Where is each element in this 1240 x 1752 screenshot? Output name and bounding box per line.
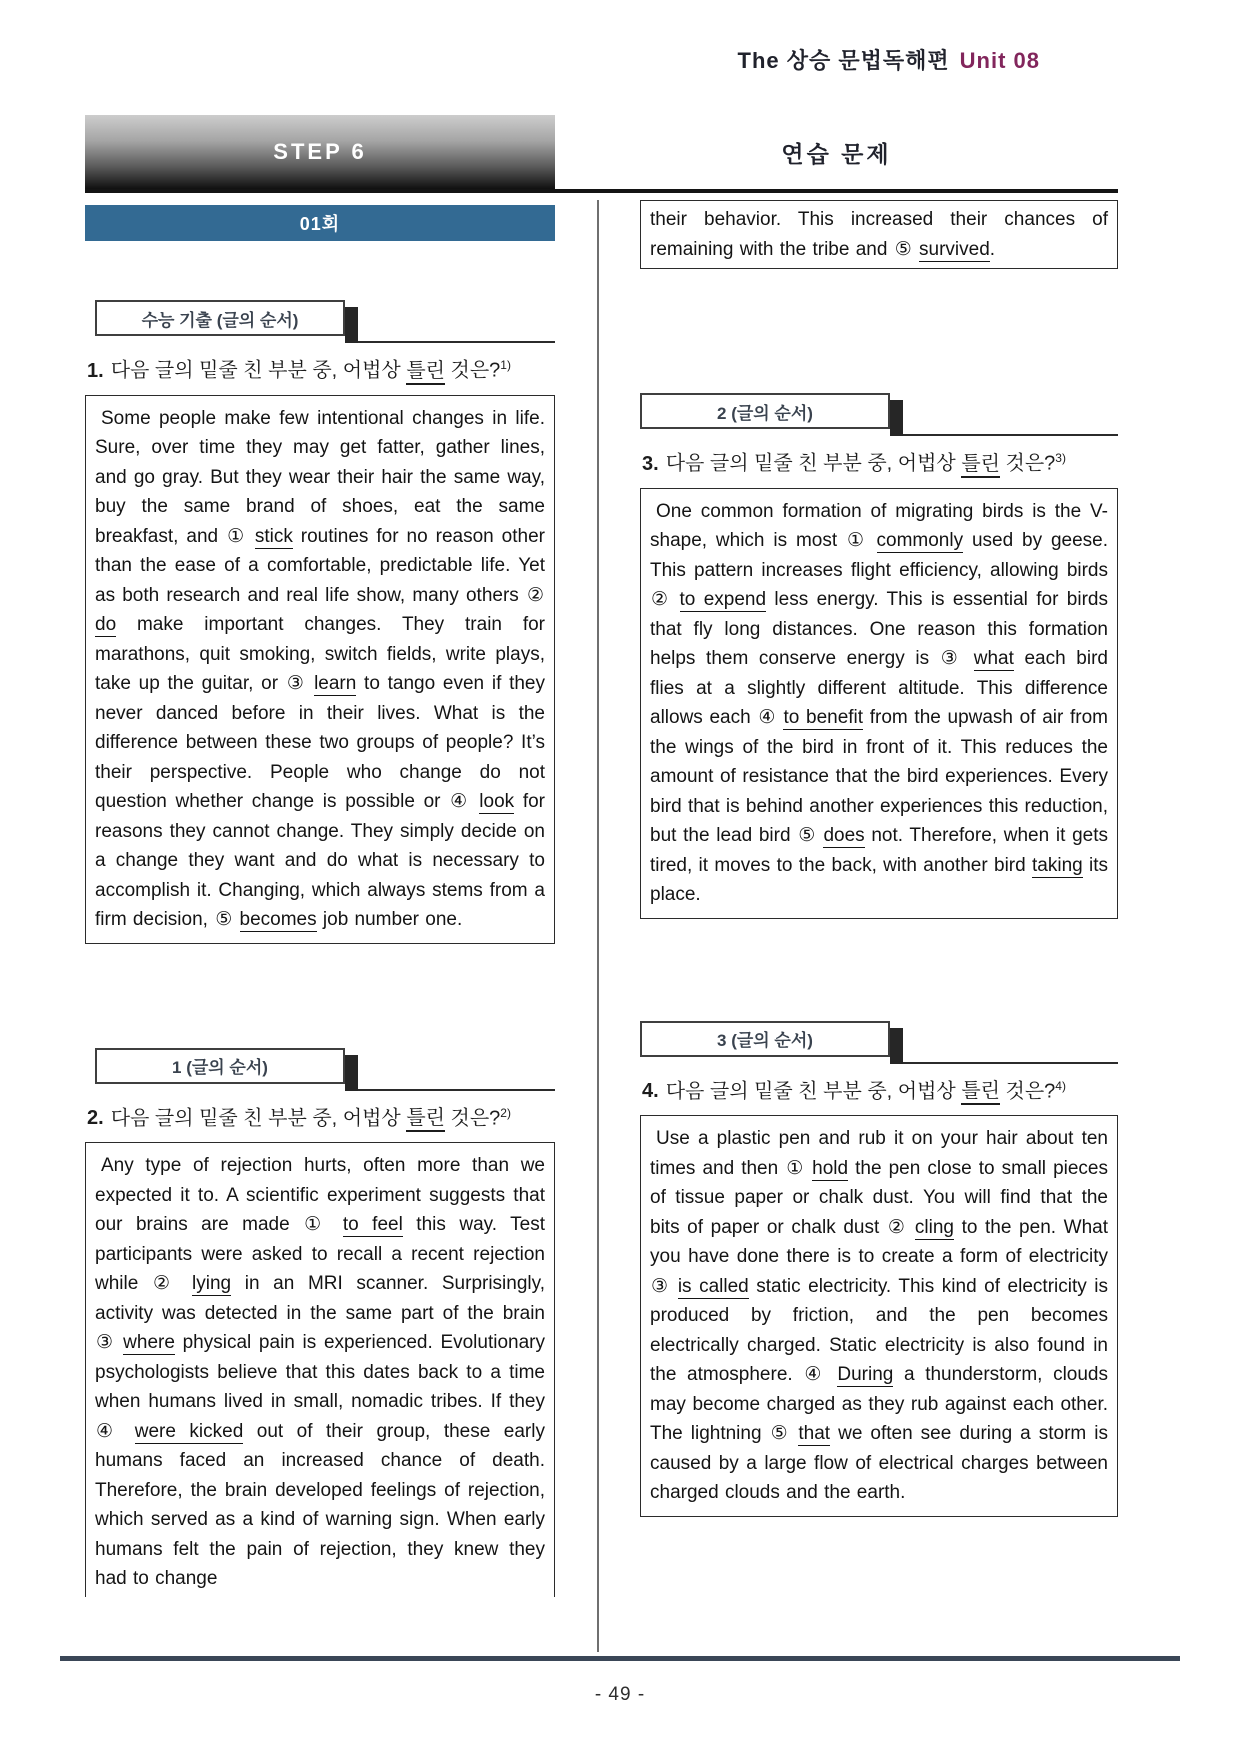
- passage-text: static electricity. This kind of electricity is produced by friction, and the pen becomes electrically charged. Static electricity is also found in the atmosphere.: [650, 1275, 1108, 1386]
- passage-text: their behavior. This increased their chances of remaining with the tribe and: [650, 209, 1108, 260]
- tag-tab-shape: [890, 400, 903, 436]
- tag-rule: [358, 1089, 555, 1091]
- question-tag-row: [640, 1021, 1118, 1065]
- choice-number: ①: [847, 530, 867, 552]
- underlined-part: becomes: [239, 909, 317, 931]
- footnote-marker: 4): [1055, 1078, 1066, 1093]
- round-header: 01회: [85, 205, 555, 241]
- question-heading: [87, 1098, 555, 1134]
- passage-text: Use a plastic pen and rub it on your hair about ten times and then: [650, 1128, 1108, 1179]
- choice-number: ⑤: [215, 909, 233, 931]
- choice-number: ⑤: [798, 825, 816, 847]
- passage-text: [963, 648, 974, 669]
- tag-rule: [903, 1062, 1118, 1064]
- passage-text: to tango even if they never danced before in their lives. What is the difference between these two groups of people? It’s their perspective. People who change do not question whether change is possible or: [95, 673, 546, 813]
- underlined-part: to feel: [342, 1214, 403, 1236]
- choice-number: ⑤: [770, 1423, 790, 1445]
- choice-number: ①: [227, 525, 246, 547]
- passage-text: each bird flies at a slightly different altitude. This difference allows each: [650, 648, 1108, 729]
- passage-text: Any type of rejection hurts, often more than we expected it to. A scientific experiment suggests that our brains are made: [95, 1155, 545, 1236]
- passage-text: [671, 589, 679, 610]
- passage-text: [670, 1276, 678, 1297]
- question-tag-row: [85, 300, 555, 344]
- passage-text: this way. Test participants were asked to recall a recent rejection while: [95, 1214, 545, 1295]
- tag-rule: [903, 434, 1118, 436]
- footer-rule: [60, 1656, 1180, 1661]
- question-tag: 1 (글의 순서): [95, 1048, 345, 1084]
- passage-text: routines for no reason other than the ease of a comfortable, predictable life. Yet as both research and real life show, many others: [95, 525, 545, 606]
- tag-tab-shape: [345, 1055, 358, 1091]
- question-tag-row: [85, 1048, 555, 1092]
- underlined-part: is called: [677, 1275, 749, 1297]
- passage-text: its place.: [650, 854, 1109, 906]
- passage-text: [827, 1364, 838, 1385]
- left-column: [85, 205, 555, 1597]
- book-title: The 상승 문법독해편: [737, 48, 950, 73]
- page-header: [738, 44, 1040, 75]
- question-tag: 수능 기출 (글의 순서): [95, 300, 345, 336]
- passage-text: [471, 791, 480, 812]
- choice-number: ②: [152, 1273, 178, 1295]
- question-underlined-word: 틀린: [961, 453, 1000, 478]
- choice-number: ③: [96, 1332, 115, 1354]
- right-column: [640, 200, 1118, 1517]
- underlined-part: where: [123, 1332, 175, 1354]
- underlined-part: to benefit: [783, 707, 864, 729]
- passage-text: less energy. This is essential for birds that fly long distances. One reason this formation helps them conserve energy is: [650, 589, 1108, 670]
- passage-text: [907, 1217, 915, 1238]
- choice-number: ②: [526, 584, 544, 606]
- question-text: 다음 글의 밑줄 친 부분 중, 어법상: [665, 452, 962, 475]
- question-underlined-word: 틀린: [406, 1107, 445, 1132]
- question-number: 4.: [642, 1080, 659, 1103]
- question-tag: 2 (글의 순서): [640, 393, 890, 429]
- question-number: 1.: [87, 359, 104, 382]
- question-text-tail: 것은?: [444, 359, 501, 382]
- passage-text: [233, 909, 239, 930]
- underlined-part: cling: [914, 1216, 954, 1238]
- question-heading: [87, 350, 555, 386]
- underlined-part: commonly: [876, 530, 964, 552]
- choice-number: ④: [758, 707, 776, 729]
- passage-box: [85, 1142, 555, 1597]
- question-text: 다음 글의 밑줄 친 부분 중, 어법상: [665, 1080, 962, 1103]
- passage-box: [640, 488, 1118, 919]
- passage-text: a thunderstorm, clouds may become charged as they rub against each other. The lightning: [650, 1364, 1108, 1445]
- question-underlined-word: 틀린: [961, 1080, 1000, 1105]
- choice-number: ③: [651, 1275, 670, 1297]
- question-number: 3.: [642, 452, 659, 475]
- underlined-part: do: [95, 614, 117, 636]
- unit-label: Unit 08: [959, 48, 1040, 73]
- question-underlined-word: 틀린: [406, 360, 445, 385]
- underlined-part: learn: [314, 673, 357, 695]
- step-badge: STEP 6: [85, 115, 555, 189]
- underlined-part: what: [973, 648, 1014, 670]
- choice-number: ③: [286, 673, 306, 695]
- passage-text: used by geese. This pattern increases flight efficiency, allowing birds: [650, 530, 1108, 581]
- question-heading: [642, 443, 1118, 479]
- underlined-part: hold: [812, 1157, 849, 1179]
- underlined-part: During: [837, 1364, 894, 1386]
- passage-text: [868, 530, 877, 551]
- passage-text: .: [989, 238, 996, 260]
- passage-text: make important changes. They train for marathons, quit smoking, switch fields, write plays, take up the guitar, or: [95, 614, 545, 695]
- passage-text: from the upwash of air from the wings of the bird in front of it. This reduces the amount of resistance that the bird experiences. Every bird that is behind another experiences this reduction, but the lead bird: [650, 707, 1108, 847]
- passage-text: out of their group, these early humans faced an increased chance of death. Therefore, the brain developed feelings of rejection, which served as a kind of warning sign. When early humans felt the pain of rejection, they knew they had to change: [95, 1420, 545, 1590]
- passage-text: in an MRI scanner. Surprisingly, activity was detected in the same part of the brain: [95, 1273, 546, 1324]
- passage-text: One common formation of migrating birds is the V-shape, which is most: [650, 500, 1108, 552]
- choice-number: ①: [304, 1214, 329, 1236]
- question-text: 다음 글의 밑줄 친 부분 중, 어법상: [110, 1107, 407, 1130]
- footnote-marker: 1): [500, 358, 511, 372]
- page-number: - 49 -: [594, 1684, 646, 1705]
- underlined-part: does: [823, 825, 865, 847]
- choice-number: ④: [450, 791, 470, 813]
- underlined-part: were kicked: [134, 1420, 244, 1442]
- underlined-part: survived: [919, 238, 990, 260]
- question-text-tail: 것은?: [444, 1107, 501, 1130]
- underlined-part: taking: [1032, 854, 1083, 876]
- choice-number: ②: [887, 1216, 907, 1238]
- passage-text: for reasons they cannot change. They simply decide on a change they want and do what is necessary to accomplish it. Changing, which always stems from a firm decision,: [95, 791, 546, 931]
- passage-text: to the pen. What you have done there is to create a form of electricity: [650, 1216, 1109, 1268]
- column-divider: [597, 200, 599, 1652]
- passage-text: job number one.: [316, 909, 463, 931]
- passage-box: [640, 1115, 1118, 1517]
- passage-text: [247, 526, 255, 547]
- tag-rule: [358, 341, 555, 343]
- passage-text: we often see during a storm is caused by a large flow of electrical charges between charged clouds and the earth.: [650, 1423, 1108, 1504]
- question-text-tail: 것은?: [999, 1080, 1056, 1103]
- passage-text: [329, 1214, 342, 1235]
- passage-text: [121, 1421, 135, 1442]
- passage-text: the pen close to small pieces of tissue paper or chalk dust. You will find that the bits of paper or chalk dust: [650, 1157, 1109, 1238]
- choice-number: ②: [651, 589, 671, 611]
- tag-tab-shape: [890, 1028, 903, 1064]
- footnote-marker: 3): [1055, 451, 1066, 465]
- underlined-part: to expend: [679, 589, 767, 611]
- choice-number: ⑤: [894, 238, 912, 260]
- underlined-part: that: [798, 1423, 831, 1445]
- choice-number: ④: [804, 1364, 826, 1386]
- passage-text: physical pain is experienced. Evolutionary psychologists believe that this dates back to a time when humans lived in small, nomadic tribes. If they: [95, 1332, 546, 1413]
- underlined-part: lying: [192, 1273, 232, 1295]
- question-text-tail: 것은?: [999, 452, 1056, 475]
- section-title: 연습 문제: [781, 140, 892, 167]
- question-tag: 3 (글의 순서): [640, 1021, 890, 1057]
- tag-tab-shape: [345, 307, 358, 343]
- underlined-part: stick: [254, 525, 293, 547]
- question-tag-row: [640, 393, 1118, 437]
- passage-text: [306, 673, 314, 694]
- choice-number: ④: [96, 1420, 121, 1442]
- passage-text: not. Therefore, when it gets tired, it moves to the back, with another bird: [650, 825, 1109, 876]
- passage-continuation-box: [640, 200, 1118, 269]
- footnote-marker: 2): [500, 1105, 511, 1120]
- question-number: 2.: [87, 1107, 104, 1130]
- passage-text: [115, 1332, 123, 1353]
- choice-number: ③: [940, 648, 963, 670]
- underlined-part: look: [479, 791, 515, 813]
- passage-text: [178, 1273, 192, 1294]
- question-text: 다음 글의 밑줄 친 부분 중, 어법상: [110, 359, 407, 382]
- step-strip: [85, 115, 1118, 193]
- question-heading: [642, 1071, 1118, 1107]
- passage-box: [85, 395, 555, 944]
- choice-number: ①: [786, 1157, 805, 1179]
- passage-text: Some people make few intentional changes in life. Sure, over time they may get fatter, gather lines, and go gray. But they wear their hair the same way, buy the same brand of shoes, eat the same breakfast, and: [95, 407, 545, 547]
